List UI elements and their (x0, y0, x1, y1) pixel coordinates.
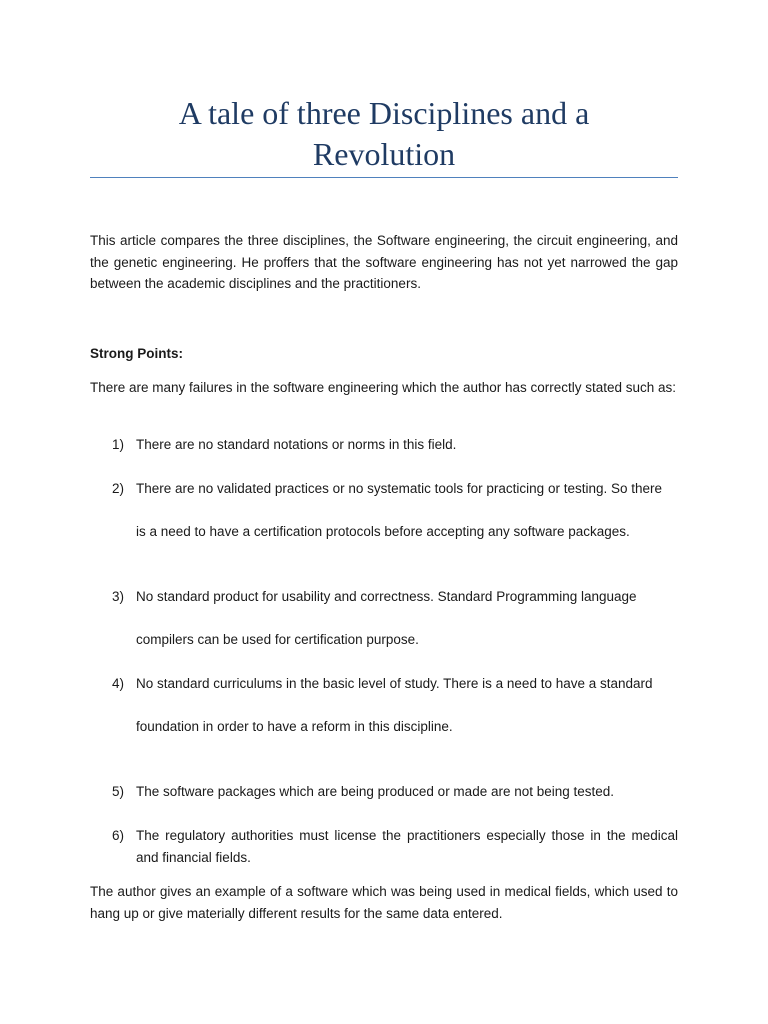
list-item-text-line-2: compilers can be used for certification purpose. (136, 632, 419, 647)
strong-points-heading: Strong Points: (90, 346, 183, 361)
title-line-2: Revolution (312, 136, 456, 172)
list-item (90, 825, 678, 869)
strong-points-intro: There are many failures in the software engineering which the author has correctly stated such as: (90, 380, 677, 395)
list-item-number: 1) (112, 437, 125, 452)
document-title (90, 93, 678, 175)
list-item (90, 434, 678, 455)
list-item-text-line-1: No standard curriculums in the basic level of study. There is a need to have a standard (136, 676, 653, 691)
list-item (90, 478, 678, 553)
title-line-1: A tale of three Disciplines and a (178, 95, 590, 131)
list-item (90, 673, 678, 748)
list-item-number: 2) (112, 481, 125, 496)
list-item (90, 586, 678, 661)
list-item (90, 781, 678, 802)
list-item-text-line-2: is a need to have a certification protocols before accepting any software packages. (136, 524, 630, 539)
list-item-text: The regulatory authorities must license the practitioners especially those in the medical and financial fields. (136, 828, 678, 865)
title-underline (90, 177, 678, 178)
list-item-number: 3) (112, 589, 125, 604)
list-item-number: 5) (112, 784, 125, 799)
intro-paragraph: This article compares the three disciplines, the Software engineering, the circuit engineering, and the genetic engineering. He proffers that the software engineering has not yet narrowed the gap between the academic disciplines and the practitioners. (90, 233, 678, 291)
list-item-text-line-1: No standard product for usability and correctness. Standard Programming language (136, 589, 637, 604)
list-item-text-line-2: foundation in order to have a reform in this discipline. (136, 719, 453, 734)
list-item-number: 4) (112, 676, 125, 691)
closing-paragraph: The author gives an example of a software which was being used in medical fields, which used to hang up or give materially different results for the same data entered. (90, 884, 678, 921)
list-item-text-line-1: There are no validated practices or no systematic tools for practicing or testing. So there (136, 481, 663, 496)
list-item-number: 6) (112, 828, 125, 843)
list-item-text: There are no standard notations or norms in this field. (136, 437, 457, 452)
list-item-text: The software packages which are being produced or made are not being tested. (136, 784, 615, 799)
